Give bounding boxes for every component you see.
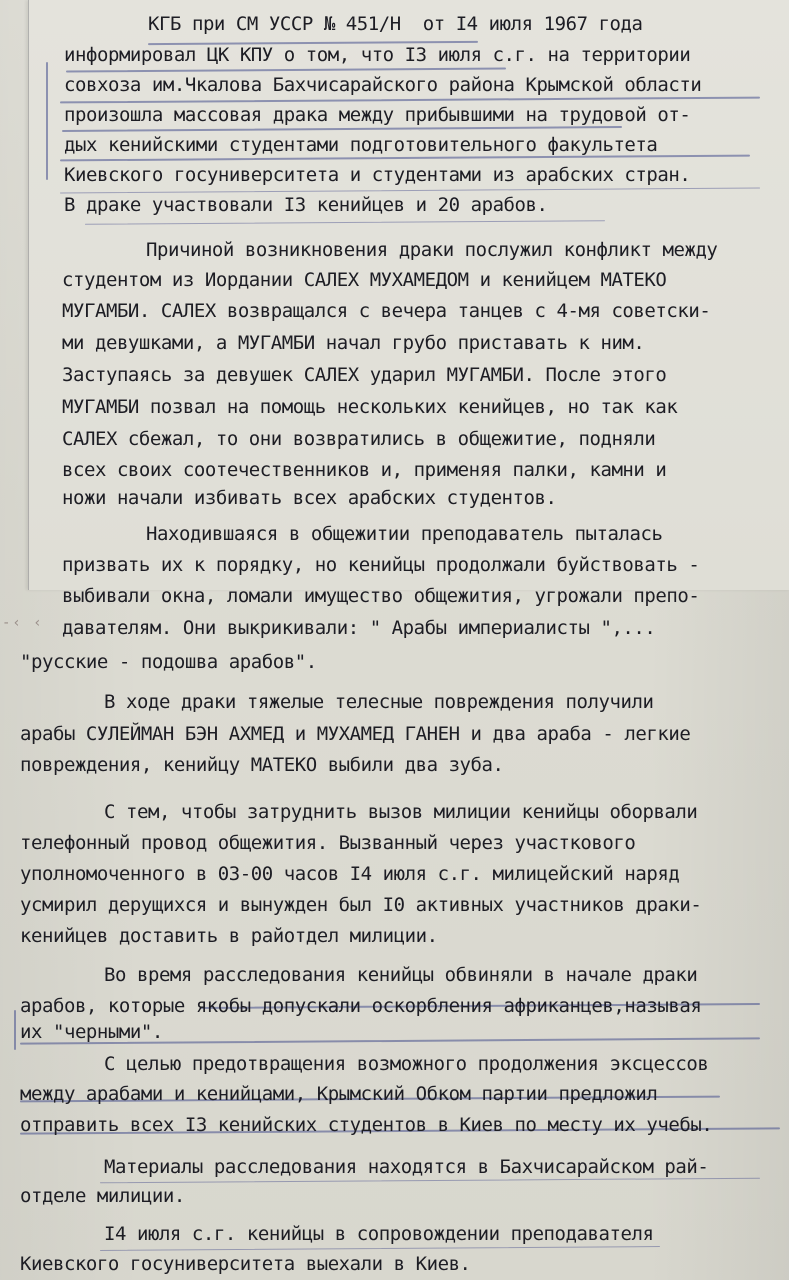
document-line: их "черными". [20,1021,163,1043]
document-line: Во время расследования кенийцы обвиняли в начале драки [104,964,698,986]
document-line: повреждения, кенийцу МАТЕКО выбили два зуба. [20,754,504,776]
document-line: САЛЕХ сбежал, то они возвратились в общежитие, подняли [62,428,656,450]
document-line: МУГАМБИ. САЛЕХ возвращался с вечера танцев с 4-мя советски- [62,300,711,322]
document-line: В драке участвовали I3 кенийцев и 20 арабов. [64,194,548,216]
document-line: Заступаясь за девушек САЛЕХ ударил МУГАМБИ. После этого [62,364,667,386]
document-line: арабов, которые якобы допускали оскорбления африканцев,называя [20,995,702,1017]
document-line: выбивали окна, ломали имущество общежития, угрожали препо- [62,585,700,607]
document-line: усмирил дерущихся и вынужден был I0 активных участников драки- [20,894,702,916]
document-line: информировал ЦК КПУ о том, что I3 июля с.г. на территории [64,44,691,66]
document-line: всех своих соотечественников и, применяя палки, камни и [62,459,667,481]
document-line: КГБ при СМ УССР № 451/Н от I4 июля 1967 года [148,13,643,35]
document-line: В ходе драки тяжелые телесные повреждения получили [104,691,654,713]
document-line: совхоза им.Чкалова Бахчисарайского района Крымской области [64,74,702,96]
document-line: Материалы расследования находятся в Бахчисарайском рай- [104,1156,709,1178]
document-line: С целью предотвращения возможного продолжения эксцессов [104,1053,709,1075]
document-line: дых кенийскими студентами подготовительного факультета [64,134,658,156]
document-line: Находившаяся в общежитии преподаватель пыталась [146,523,663,545]
document-line: С тем, чтобы затруднить вызов милиции кенийцы оборвали [104,801,698,823]
document-line: кенийцев доставить в райотдел милиции. [20,925,438,947]
document-line: Киевского госуниверситета и студентами из арабских стран. [64,164,691,186]
margin-mark: -‹ ‹ [2,615,44,631]
document-line: арабы СУЛЕЙМАН БЭН АХМЕД и МУХАМЕД ГАНЕН и два араба - легкие [20,723,691,745]
document-line: отделе милиции. [20,1185,185,1207]
pencil-margin-line [14,1010,16,1050]
document-line: I4 июля с.г. кенийцы в сопровождении преподавателя [104,1223,654,1245]
document-line: между арабами и кенийцами, Крымский Обком партии предложил [20,1083,658,1105]
document-line: студентом из Иордании САЛЕХ МУХАМЕДОМ и кенийцем МАТЕКО [62,269,667,291]
document-line: давателям. Они выкрикивали: " Арабы империалисты ",... [62,617,656,639]
document-line: уполномоченного в 03-00 часов I4 июля с.г. милицейский наряд [20,863,680,885]
document-line: "русские - подошва арабов". [20,651,317,673]
document-line: Причиной возникновения драки послужил конфликт между [146,239,718,261]
document-line: Киевского госуниверситета выехали в Киев. [20,1253,471,1275]
document-line: ножи начали избивать всех арабских студентов. [62,487,557,509]
pencil-margin-line [46,62,48,180]
document-line: призвать их к порядку, но кенийцы продолжали буйствовать - [62,554,700,576]
document-line: произошла массовая драка между прибывшими на трудовой от- [64,104,691,126]
document-line: телефонный провод общежития. Вызванный через участкового [20,832,636,854]
document-line: МУГАМБИ позвал на помощь нескольких кенийцев, но так как [62,396,678,418]
pencil-underline [100,1246,660,1251]
document-line: ми девушками, а МУГАМБИ начал грубо приставать к ним. [62,332,645,354]
document-line: отправить всех I3 кенийских студентов в Киев по месту их учебы. [20,1114,713,1136]
